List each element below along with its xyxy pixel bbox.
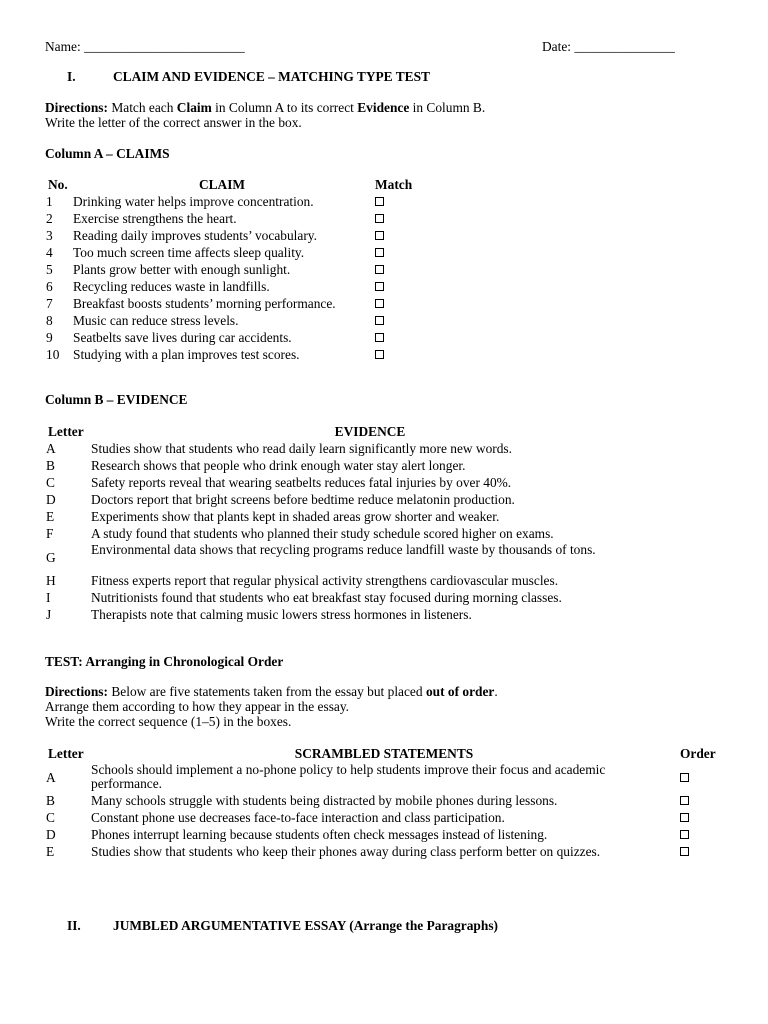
match-checkbox[interactable] bbox=[375, 197, 384, 206]
statements-header-letter: Letter bbox=[48, 746, 84, 761]
match-checkbox[interactable] bbox=[375, 265, 384, 274]
directions-text: Below are five statements taken from the essay but placed bbox=[111, 684, 423, 699]
evidence-text: Therapists note that calming music lowers stress hormones in listeners. bbox=[91, 607, 472, 622]
order-checkbox[interactable] bbox=[680, 847, 689, 856]
test2-directions-line2: Arrange them according to how they appear in the essay. bbox=[45, 699, 350, 714]
evidence-text: Environmental data shows that recycling programs reduce landfill waste by thousands of tons. bbox=[91, 542, 596, 557]
claim-text: Breakfast boosts students’ morning performance. bbox=[73, 296, 336, 311]
claim-text: Studying with a plan improves test scores. bbox=[73, 347, 300, 362]
match-checkbox[interactable] bbox=[375, 316, 384, 325]
directions-label: Directions: bbox=[45, 684, 108, 699]
section1-numeral: I. bbox=[67, 69, 76, 84]
test2-title: TEST: Arranging in Chronological Order bbox=[45, 654, 284, 669]
statements-header-order: Order bbox=[680, 746, 716, 761]
statement-letter: B bbox=[46, 793, 55, 808]
statements-header-row bbox=[0, 745, 768, 762]
section2-numeral: II. bbox=[67, 918, 81, 933]
evidence-letter: B bbox=[46, 458, 55, 473]
statement-row bbox=[0, 826, 768, 843]
evidence-row bbox=[0, 589, 768, 606]
claim-no: 2 bbox=[46, 211, 53, 226]
claim-row bbox=[0, 261, 768, 278]
claim-no: 1 bbox=[46, 194, 53, 209]
statement-row bbox=[0, 792, 768, 809]
directions-label: Directions: bbox=[45, 100, 108, 115]
order-checkbox[interactable] bbox=[680, 796, 689, 805]
evidence-text: Safety reports reveal that wearing seatbelts reduces fatal injuries by over 40%. bbox=[91, 475, 512, 490]
claim-row bbox=[0, 278, 768, 295]
evidence-letter: F bbox=[46, 526, 54, 541]
statement-row bbox=[0, 762, 768, 792]
claims-header-no: No. bbox=[48, 177, 68, 192]
claim-no: 6 bbox=[46, 279, 53, 294]
evidence-header-evidence: EVIDENCE bbox=[334, 424, 406, 439]
claim-no: 3 bbox=[46, 228, 53, 243]
statement-text: Phones interrupt learning because students often check messages instead of listening. bbox=[91, 827, 548, 842]
evidence-header-letter: Letter bbox=[48, 424, 84, 439]
evidence-row bbox=[0, 474, 768, 491]
claim-text: Too much screen time affects sleep quality. bbox=[73, 245, 305, 260]
evidence-letter: A bbox=[46, 441, 56, 456]
evidence-letter: E bbox=[46, 509, 55, 524]
directions-bold-out-of-order: out of order bbox=[425, 684, 495, 699]
claim-row bbox=[0, 210, 768, 227]
evidence-letter: D bbox=[46, 492, 56, 507]
evidence-letter: I bbox=[46, 590, 51, 605]
statement-text: Many schools struggle with students being distracted by mobile phones during lessons. bbox=[91, 793, 558, 808]
match-checkbox[interactable] bbox=[375, 282, 384, 291]
evidence-row bbox=[0, 606, 768, 623]
name-line[interactable] bbox=[45, 39, 245, 55]
claim-row bbox=[0, 193, 768, 210]
statement-letter: A bbox=[46, 770, 56, 785]
claim-row bbox=[0, 312, 768, 329]
directions-text: in Column B. bbox=[412, 100, 486, 115]
match-checkbox[interactable] bbox=[375, 350, 384, 359]
section2-title: JUMBLED ARGUMENTATIVE ESSAY (Arrange the Paragraphs) bbox=[113, 918, 498, 933]
claim-text: Plants grow better with enough sunlight. bbox=[73, 262, 291, 277]
date-line[interactable] bbox=[542, 39, 675, 55]
statement-text: Studies show that students who keep their phones away during class perform better on quizzes. bbox=[91, 844, 601, 859]
directions-bold-evidence: Evidence bbox=[357, 100, 410, 115]
claim-no: 4 bbox=[46, 245, 53, 260]
claim-text: Music can reduce stress levels. bbox=[73, 313, 239, 328]
evidence-text: Studies show that students who read daily learn significantly more new words. bbox=[91, 441, 512, 456]
directions-bold-claim: Claim bbox=[176, 100, 212, 115]
statement-letter: D bbox=[46, 827, 56, 842]
column-b-title: Column B – EVIDENCE bbox=[45, 392, 188, 407]
claim-text: Seatbelts save lives during car accidents. bbox=[73, 330, 292, 345]
section1-title: CLAIM AND EVIDENCE – MATCHING TYPE TEST bbox=[113, 69, 430, 84]
statement-letter: C bbox=[46, 810, 55, 825]
order-checkbox[interactable] bbox=[680, 773, 689, 782]
evidence-row bbox=[0, 457, 768, 474]
name-blank[interactable]: ________________________ bbox=[84, 39, 245, 54]
evidence-row bbox=[0, 491, 768, 508]
evidence-text: Fitness experts report that regular physical activity strengthens cardiovascular muscles. bbox=[91, 573, 559, 588]
evidence-letter: J bbox=[46, 607, 52, 622]
statement-row bbox=[0, 843, 768, 860]
claim-row bbox=[0, 244, 768, 261]
directions-text: . bbox=[494, 684, 498, 699]
claim-row bbox=[0, 346, 768, 363]
claim-no: 7 bbox=[46, 296, 53, 311]
evidence-text: A study found that students who planned their study schedule scored higher on exams. bbox=[91, 526, 554, 541]
evidence-row bbox=[0, 542, 768, 572]
directions-text: in Column A to its correct bbox=[215, 100, 354, 115]
match-checkbox[interactable] bbox=[375, 248, 384, 257]
evidence-text: Experiments show that plants kept in shaded areas grow shorter and weaker. bbox=[91, 509, 500, 524]
statement-text: Constant phone use decreases face-to-face interaction and class participation. bbox=[91, 810, 505, 825]
statements-header-statements: SCRAMBLED STATEMENTS bbox=[294, 746, 474, 761]
date-label: Date: bbox=[542, 39, 571, 54]
evidence-text: Research shows that people who drink enough water stay alert longer. bbox=[91, 458, 466, 473]
statement-text: Schools should implement a no-phone policy to help students improve their focus and academic performance. bbox=[91, 762, 606, 791]
evidence-text: Doctors report that bright screens before bedtime reduce melatonin production. bbox=[91, 492, 515, 507]
evidence-text: Nutritionists found that students who eat breakfast stay focused during morning classes. bbox=[91, 590, 562, 605]
match-checkbox[interactable] bbox=[375, 231, 384, 240]
evidence-row bbox=[0, 508, 768, 525]
evidence-row bbox=[0, 525, 768, 542]
match-checkbox[interactable] bbox=[375, 214, 384, 223]
date-blank[interactable]: _______________ bbox=[574, 39, 675, 54]
claim-row bbox=[0, 295, 768, 312]
match-checkbox[interactable] bbox=[375, 333, 384, 342]
name-label: Name: bbox=[45, 39, 81, 54]
evidence-header-row bbox=[0, 423, 768, 440]
claim-text: Reading daily improves students’ vocabulary. bbox=[73, 228, 317, 243]
test2-directions-line3: Write the correct sequence (1–5) in the boxes. bbox=[45, 714, 292, 729]
claim-no: 5 bbox=[46, 262, 53, 277]
claim-no: 10 bbox=[46, 347, 60, 362]
evidence-letter: G bbox=[46, 550, 56, 565]
evidence-letter: C bbox=[46, 475, 55, 490]
statement-row bbox=[0, 809, 768, 826]
claim-no: 9 bbox=[46, 330, 53, 345]
statement-letter: E bbox=[46, 844, 55, 859]
match-checkbox[interactable] bbox=[375, 299, 384, 308]
column-a-title: Column A – CLAIMS bbox=[45, 146, 170, 161]
claim-text: Drinking water helps improve concentration. bbox=[73, 194, 314, 209]
claim-no: 8 bbox=[46, 313, 53, 328]
test2-directions bbox=[45, 684, 498, 700]
evidence-row bbox=[0, 440, 768, 457]
claims-header-claim: CLAIM bbox=[198, 177, 246, 192]
evidence-row bbox=[0, 572, 768, 589]
claims-header-row bbox=[0, 176, 768, 193]
claims-header-match: Match bbox=[375, 177, 413, 192]
directions-text: Match each bbox=[111, 100, 174, 115]
order-checkbox[interactable] bbox=[680, 813, 689, 822]
evidence-letter: H bbox=[46, 573, 56, 588]
section1-directions bbox=[45, 100, 485, 116]
claim-row bbox=[0, 227, 768, 244]
claim-text: Recycling reduces waste in landfills. bbox=[73, 279, 270, 294]
claim-row bbox=[0, 329, 768, 346]
order-checkbox[interactable] bbox=[680, 830, 689, 839]
section1-directions-line2: Write the letter of the correct answer in the box. bbox=[45, 115, 302, 130]
claim-text: Exercise strengthens the heart. bbox=[73, 211, 237, 226]
